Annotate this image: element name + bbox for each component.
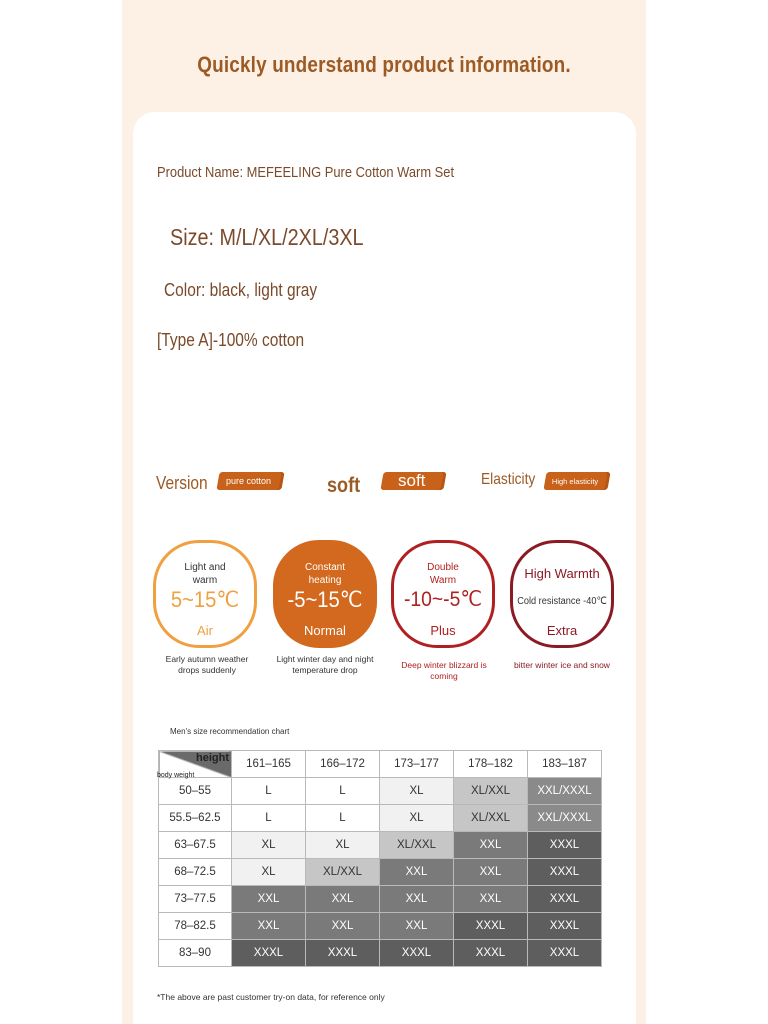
- level-normal-subtitle: Constant heating: [304, 562, 346, 586]
- size-cell: XXL/XXXL: [528, 778, 602, 805]
- size-cell: XXXL: [528, 913, 602, 940]
- size-cell: XL/XXL: [306, 859, 380, 886]
- weight-cell: 73–77.5: [159, 886, 232, 913]
- soft-pill: soft: [380, 472, 443, 490]
- table-row: [159, 805, 602, 832]
- height-header: 166–172: [306, 751, 380, 778]
- elasticity-label: Elasticity: [481, 471, 536, 488]
- corner-height-label: height: [196, 752, 229, 764]
- size-cell: XXXL: [528, 859, 602, 886]
- soft-label: soft: [327, 474, 361, 497]
- height-header: 161–165: [232, 751, 306, 778]
- height-header: 178–182: [454, 751, 528, 778]
- size-cell: XXXL: [528, 940, 602, 967]
- level-air-name: Air: [197, 623, 213, 638]
- size-cell: XXXL: [528, 832, 602, 859]
- level-extra-temp: Cold resistance -40℃: [517, 596, 607, 607]
- size-cell: XL/XXL: [454, 805, 528, 832]
- size-cell: XXL: [380, 886, 454, 913]
- size-cell: XXXL: [306, 940, 380, 967]
- corner-weight-label: body weight: [157, 772, 195, 779]
- level-plus-desc: Deep winter blizzard is coming: [401, 660, 487, 681]
- size-cell: XXXL: [232, 940, 306, 967]
- level-extra-subtitle: High Warmth: [524, 566, 600, 581]
- size-cell: XXXL: [380, 940, 454, 967]
- level-extra-badge: [510, 540, 614, 648]
- level-air-desc: Early autumn weather drops suddenly: [165, 654, 249, 675]
- size-cell: XXL: [454, 832, 528, 859]
- height-header: 173–177: [380, 751, 454, 778]
- size-cell: XXL: [380, 913, 454, 940]
- size-cell: XXXL: [454, 940, 528, 967]
- table-row: [159, 832, 602, 859]
- size-cell: XXL: [232, 913, 306, 940]
- weight-cell: 50–55: [159, 778, 232, 805]
- table-row: [159, 859, 602, 886]
- size-cell: XXL/XXXL: [528, 805, 602, 832]
- level-air-subtitle: Light and warm: [184, 562, 226, 586]
- size-chart-note: *The above are past customer try-on data, for reference only: [157, 992, 385, 1002]
- level-plus-subtitle: Double Warm: [427, 562, 459, 586]
- size-cell: XL: [380, 778, 454, 805]
- weight-cell: 68–72.5: [159, 859, 232, 886]
- size-cell: L: [232, 778, 306, 805]
- level-extra-desc: bitter winter ice and snow: [514, 660, 610, 670]
- size-cell: XXXL: [528, 886, 602, 913]
- size-cell: XXL: [454, 886, 528, 913]
- size-cell: XL/XXL: [380, 832, 454, 859]
- level-normal-name: Normal: [304, 623, 346, 638]
- level-plus-temp: -10~-5℃: [403, 588, 483, 611]
- size-chart-table: [158, 750, 602, 967]
- table-row: [159, 778, 602, 805]
- table-row: [159, 886, 602, 913]
- size-cell: XL/XXL: [454, 778, 528, 805]
- headline: Quickly understand product information.: [197, 52, 571, 77]
- level-normal-temp: -5~15℃: [287, 587, 363, 612]
- product-type: [Type A]-100% cotton: [157, 330, 305, 350]
- size-cell: XXL: [232, 886, 306, 913]
- table-row: [159, 940, 602, 967]
- version-label: Version: [156, 473, 208, 493]
- version-pill: pure cotton: [216, 472, 281, 490]
- level-extra-name: Extra: [546, 623, 578, 638]
- size-cell: XXXL: [454, 913, 528, 940]
- level-normal-badge: [273, 540, 377, 648]
- size-cell: XL: [232, 832, 306, 859]
- level-plus-badge: [391, 540, 495, 648]
- size-chart-corner: [159, 751, 232, 778]
- height-header: 183–187: [528, 751, 602, 778]
- level-plus-name: Plus: [430, 623, 456, 638]
- size-cell: XXL: [380, 859, 454, 886]
- product-name: Product Name: MEFEELING Pure Cotton Warm Set: [157, 164, 455, 181]
- size-cell: XL: [232, 859, 306, 886]
- product-size: Size: M/L/XL/2XL/3XL: [170, 224, 364, 250]
- product-color: Color: black, light gray: [164, 280, 318, 300]
- level-air-badge: [153, 540, 257, 648]
- level-normal-desc: Light winter day and night temperature drop: [276, 654, 374, 675]
- weight-cell: 63–67.5: [159, 832, 232, 859]
- size-cell: XXL: [454, 859, 528, 886]
- size-cell: XL: [380, 805, 454, 832]
- table-row: [159, 913, 602, 940]
- weight-cell: 55.5–62.5: [159, 805, 232, 832]
- weight-cell: 83–90: [159, 940, 232, 967]
- size-cell: XL: [306, 832, 380, 859]
- weight-cell: 78–82.5: [159, 913, 232, 940]
- size-cell: XXL: [306, 886, 380, 913]
- size-chart-title: Men's size recommendation chart: [170, 727, 290, 736]
- level-air-temp: 5~15℃: [170, 587, 240, 612]
- size-cell: XXL: [306, 913, 380, 940]
- size-cell: L: [306, 805, 380, 832]
- elasticity-pill: High elasticity: [543, 472, 607, 490]
- size-cell: L: [306, 778, 380, 805]
- size-cell: L: [232, 805, 306, 832]
